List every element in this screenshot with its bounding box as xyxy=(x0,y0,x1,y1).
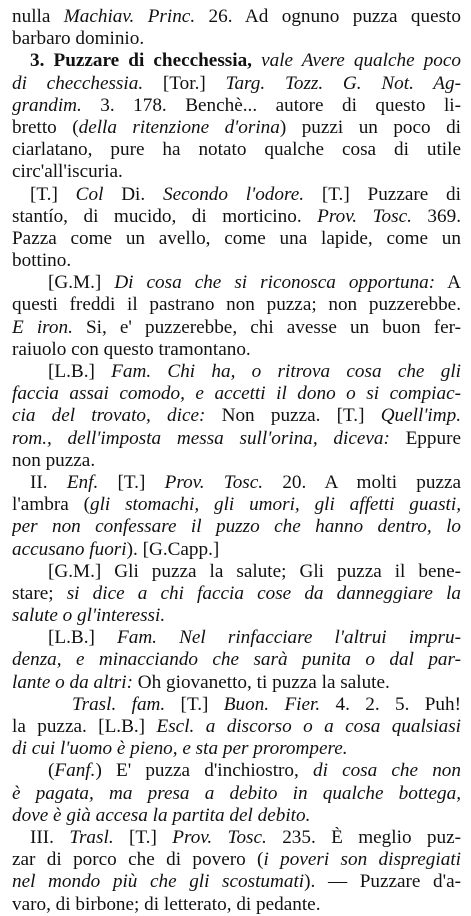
text-line xyxy=(12,383,461,405)
text-run: 20. A molti puzza xyxy=(263,471,461,493)
italic-run: accusano fuori xyxy=(12,538,127,560)
text-run: questi freddi il pastrano non puzza; non puzzerebbe. xyxy=(12,294,461,316)
text-run: stare; xyxy=(12,582,67,604)
text-run: [T.] xyxy=(30,183,76,205)
text-line xyxy=(12,50,461,72)
text-line xyxy=(12,716,461,738)
text-line xyxy=(12,405,461,427)
text-run: [Tor.] xyxy=(143,72,226,94)
italic-run: cia del trovato, dice: xyxy=(12,405,206,427)
text-run: 3. 178. Benchè... autore di questo li- xyxy=(81,94,461,116)
italic-run: Quell'imp. xyxy=(380,405,461,427)
italic-run: Fanf. xyxy=(54,760,96,782)
text-line xyxy=(12,28,461,50)
bold-run: 3. Puzzare di checchessia, xyxy=(30,50,252,72)
text-run: raiuolo con questo tramontano. xyxy=(12,338,251,360)
text-line xyxy=(12,472,461,494)
text-line xyxy=(12,539,461,561)
text-run: varo, di birbone; di letterato, di pedante. xyxy=(12,893,321,915)
text-line xyxy=(12,805,461,827)
text-run: Oh giovanetto, ti puzza la salute. xyxy=(132,671,390,693)
italic-run: Escl. a discorso o a cosa qualsiasi xyxy=(156,716,461,737)
text-line xyxy=(12,95,461,117)
text-run: A xyxy=(435,272,461,294)
text-line xyxy=(12,317,461,339)
italic-run: di checchessia. xyxy=(12,72,144,94)
italic-run: Di cosa che si riconosca opportuna: xyxy=(114,272,436,294)
text-line xyxy=(12,849,461,871)
text-line xyxy=(12,161,461,183)
text-run: l'ambra ( xyxy=(12,494,90,516)
text-run: [G.M.] Gli puzza la salute; Gli puzza il bene- xyxy=(48,560,461,582)
text-line xyxy=(12,738,461,760)
italic-run: Targ. Tozz. G. Not. Ag- xyxy=(225,72,461,94)
text-line xyxy=(12,516,461,538)
text-line xyxy=(12,783,461,805)
text-line xyxy=(12,894,461,916)
italic-run: i poveri son dispregiati xyxy=(263,849,461,871)
text-line xyxy=(12,294,461,316)
italic-run: Prov. Tosc. xyxy=(164,471,264,493)
italic-run: della ritenzione d'orina xyxy=(78,116,280,138)
text-line xyxy=(12,6,461,28)
text-run: 235. È meglio puz- xyxy=(266,826,461,848)
text-run: circ'all'iscuria. xyxy=(12,161,123,183)
italic-run: Prov. Tosc. xyxy=(172,826,267,848)
text-line xyxy=(12,428,461,450)
text-run: [T.] xyxy=(98,471,165,493)
italic-run: Enf. xyxy=(66,471,99,493)
text-line xyxy=(12,760,461,782)
italic-run: gli stomachi, gli umori, gli affetti guasti, xyxy=(89,494,461,516)
italic-run: Buon. Fier. xyxy=(223,693,321,715)
text-run: Non puzza. [T.] xyxy=(205,405,381,427)
text-run: stantío, di mucido, di morticino. xyxy=(12,205,318,227)
text-line xyxy=(12,871,461,893)
italic-run: per non confessare il puzzo che hanno dentro, lo xyxy=(12,516,461,538)
text-line xyxy=(12,561,461,583)
text-line xyxy=(12,117,461,139)
italic-run: lante o da altri: xyxy=(12,671,133,693)
text-run: 4. 2. 5. Puh! xyxy=(320,693,461,715)
text-run: [L.B.] xyxy=(48,627,118,649)
text-run: ) puzzi un poco di xyxy=(279,116,461,138)
text-line xyxy=(12,494,461,516)
text-run: ). — Puzzare d'a- xyxy=(304,871,461,893)
text-run: [G.M.] xyxy=(48,272,115,294)
text-line xyxy=(12,250,461,272)
italic-run: di cosa che non xyxy=(312,760,461,782)
italic-run: Trasl. xyxy=(69,826,114,848)
text-run: Pazza come un avello, come una lapide, come un xyxy=(12,227,461,249)
text-line xyxy=(12,339,461,361)
text-line xyxy=(12,649,461,671)
italic-run: rom., dell'imposta messa sull'orina, diceva: xyxy=(12,427,390,449)
italic-run: vale Avere qualche poco xyxy=(251,50,461,72)
text-line xyxy=(12,361,461,383)
italic-run: dove è già accesa la partita del debito. xyxy=(12,804,311,826)
text-run: Eppure xyxy=(389,427,461,449)
text-run: non puzza. xyxy=(12,449,96,471)
text-run: [T.] xyxy=(113,826,173,848)
text-run: zar di porco che di povero ( xyxy=(12,849,264,871)
italic-run: E iron. xyxy=(12,316,73,338)
italic-run: si dice a chi faccia cose da danneggiare la xyxy=(66,582,461,604)
text-run: la puzza. [L.B.] xyxy=(12,716,157,737)
text-line xyxy=(12,827,461,849)
italic-run: Fam. Chi ha, o ritrova cosa che gli xyxy=(111,361,461,382)
text-line xyxy=(12,450,461,472)
italic-run: salute o gl'interessi. xyxy=(12,605,166,627)
italic-run: grandim. xyxy=(12,94,82,116)
text-line xyxy=(12,672,461,694)
text-run: ). [G.Capp.] xyxy=(126,538,220,560)
text-run: [T.] xyxy=(165,693,224,715)
text-run: bretto ( xyxy=(12,116,79,138)
text-run: [L.B.] xyxy=(48,361,112,382)
italic-run: Machiav. Princ. xyxy=(63,6,196,27)
text-run: 369. xyxy=(411,205,461,227)
italic-run: faccia assai comodo, e accetti il dono o si compiac- xyxy=(12,383,461,405)
text-line xyxy=(12,605,461,627)
italic-run: nel mondo più che gli scostumati xyxy=(12,871,305,893)
text-run: 26. Ad ognuno puzza questo xyxy=(195,6,461,27)
italic-run: Prov. Tosc. xyxy=(317,205,412,227)
text-run: ) E' puzza d'inchiostro, xyxy=(95,760,313,782)
text-run: ciarlatano, pure ha notato qualche cosa di utile xyxy=(12,139,461,161)
italic-run: Secondo l'odore. xyxy=(162,183,305,205)
text-run: bottino. xyxy=(12,250,72,272)
text-line xyxy=(12,206,461,228)
text-run: III. xyxy=(30,826,70,848)
italic-run: denza, e minacciando che sarà punita o dal par- xyxy=(12,649,461,671)
italic-run: Trasl. fam. xyxy=(72,693,166,715)
text-line xyxy=(12,73,461,95)
italic-run: è pagata, ma presa a debito in qualche bottega, xyxy=(12,782,461,804)
text-line xyxy=(12,272,461,294)
text-run: Si, e' puzzerebbe, chi avesse un buon fer- xyxy=(72,316,461,338)
text-line xyxy=(12,627,461,649)
text-line xyxy=(12,184,461,206)
text-run: ( xyxy=(48,760,55,782)
text-run: barbaro dominio. xyxy=(12,28,145,50)
text-line xyxy=(12,583,461,605)
text-run: [T.] Puzzare di xyxy=(304,183,461,205)
text-line xyxy=(12,139,461,161)
italic-run: di cui l'uomo è pieno, e sta per prorompere. xyxy=(12,738,348,760)
text-run: II. xyxy=(30,471,67,493)
text-run: Di. xyxy=(103,183,163,205)
text-run: nulla xyxy=(12,6,64,27)
text-line xyxy=(12,694,461,716)
italic-run: Col xyxy=(75,183,104,205)
text-line xyxy=(12,228,461,250)
italic-run: Fam. Nel rinfacciare l'altrui impru- xyxy=(117,627,461,649)
